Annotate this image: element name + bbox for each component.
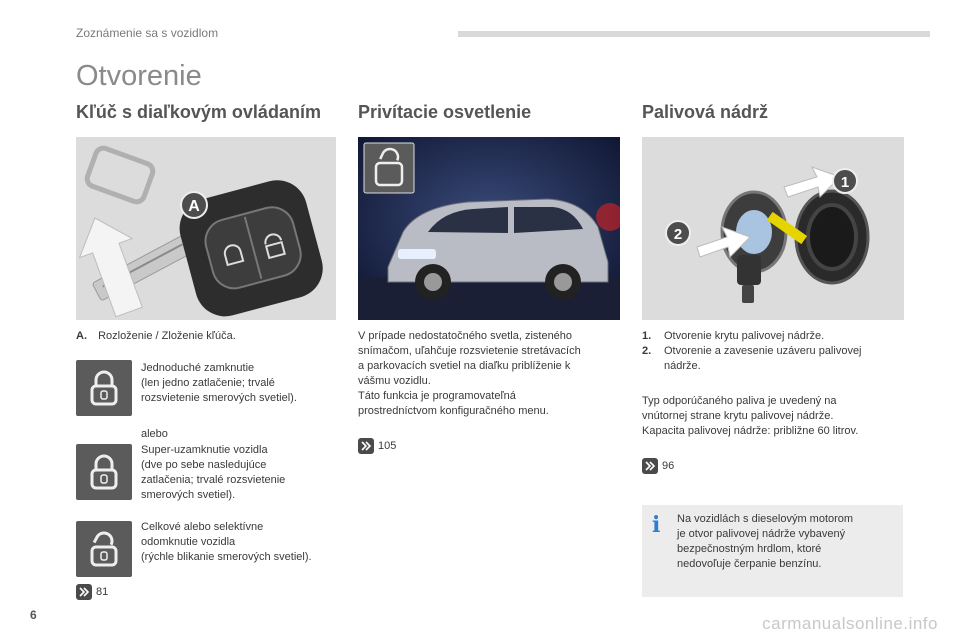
page-reference-icon [358, 438, 374, 454]
fuel-step-2: 2. Otvorenie a zavesenie uzáveru palivovej nádrže. [642, 345, 862, 372]
page-number: 6 [30, 608, 37, 622]
key-photo [76, 137, 336, 320]
unlock-icon [76, 521, 132, 577]
info-icon: i [652, 512, 661, 538]
page-title: Otvorenie [76, 60, 202, 92]
header-bar [458, 31, 930, 37]
page-reference-96[interactable]: 96 [642, 458, 674, 474]
unlock-text: Celkové alebo selektívne odomknutie vozidla (rýchle blikanie smerových svetiel). [141, 521, 312, 563]
car-photo [358, 137, 620, 320]
watermark: carmanualsonline.info [762, 614, 938, 633]
super-lock-text: Super-uzamknutie vozidla (dve po sebe nasledujúce zatlačenia; trvalé rozsvietenie smerových svetiel). [141, 444, 286, 501]
page-reference-icon [76, 584, 92, 600]
fuel-tank-photo [642, 137, 904, 320]
fuel-label-2: 2 [673, 226, 683, 243]
key-item-a [76, 329, 236, 344]
fuel-step-1: 1. Otvorenie krytu palivovej nádrže. [642, 330, 825, 342]
key-item-a-text: Rozloženie / Zloženie kľúča. [98, 330, 236, 342]
lock-icon [76, 360, 132, 416]
section-title-key: Kľúč s diaľkovým ovládaním [76, 102, 321, 122]
or-text: alebo [141, 428, 168, 440]
section-title-welcome-lighting: Privítacie osvetlenie [358, 102, 532, 122]
fuel-label-1: 1 [840, 174, 850, 191]
diesel-info-text: Na vozidlách s dieselovým motorom je otvor palivovej nádrže vybavený bezpečnostným hrdlom, ktoré nedovoľuje čerpanie benzínu. [677, 513, 854, 570]
welcome-lighting-text: V prípade nedostatočného svetla, zisteného snímačom, uľahčuje rozsvietenie stretávacích a parkovacích svetiel na diaľku priblíženie k vášmu vozidlu. Táto funkcia je programovateľná prostredníctvom konfiguračného menu. [358, 330, 581, 417]
fuel-steps [642, 329, 904, 374]
key-label-a: A [188, 198, 200, 215]
key-item-a-label: A. [76, 330, 87, 342]
single-lock-text: Jednoduché zamknutie (len jedno zatlačenie; trvalé rozsvietenie smerových svetiel). [141, 362, 297, 404]
super-lock-icon [76, 444, 132, 500]
fuel-paragraph: Typ odporúčaného paliva je uvedený na vnútornej strane krytu palivovej nádrže. Kapacita palivovej nádrže: približne 60 litrov. [642, 395, 859, 437]
page-reference-105[interactable]: 105 [358, 438, 396, 454]
chapter-title: Zoznámenie sa s vozidlom [76, 26, 219, 40]
page-reference-81[interactable]: 81 [76, 584, 108, 600]
page-reference-icon [642, 458, 658, 474]
section-title-fuel-tank: Palivová nádrž [642, 102, 769, 122]
